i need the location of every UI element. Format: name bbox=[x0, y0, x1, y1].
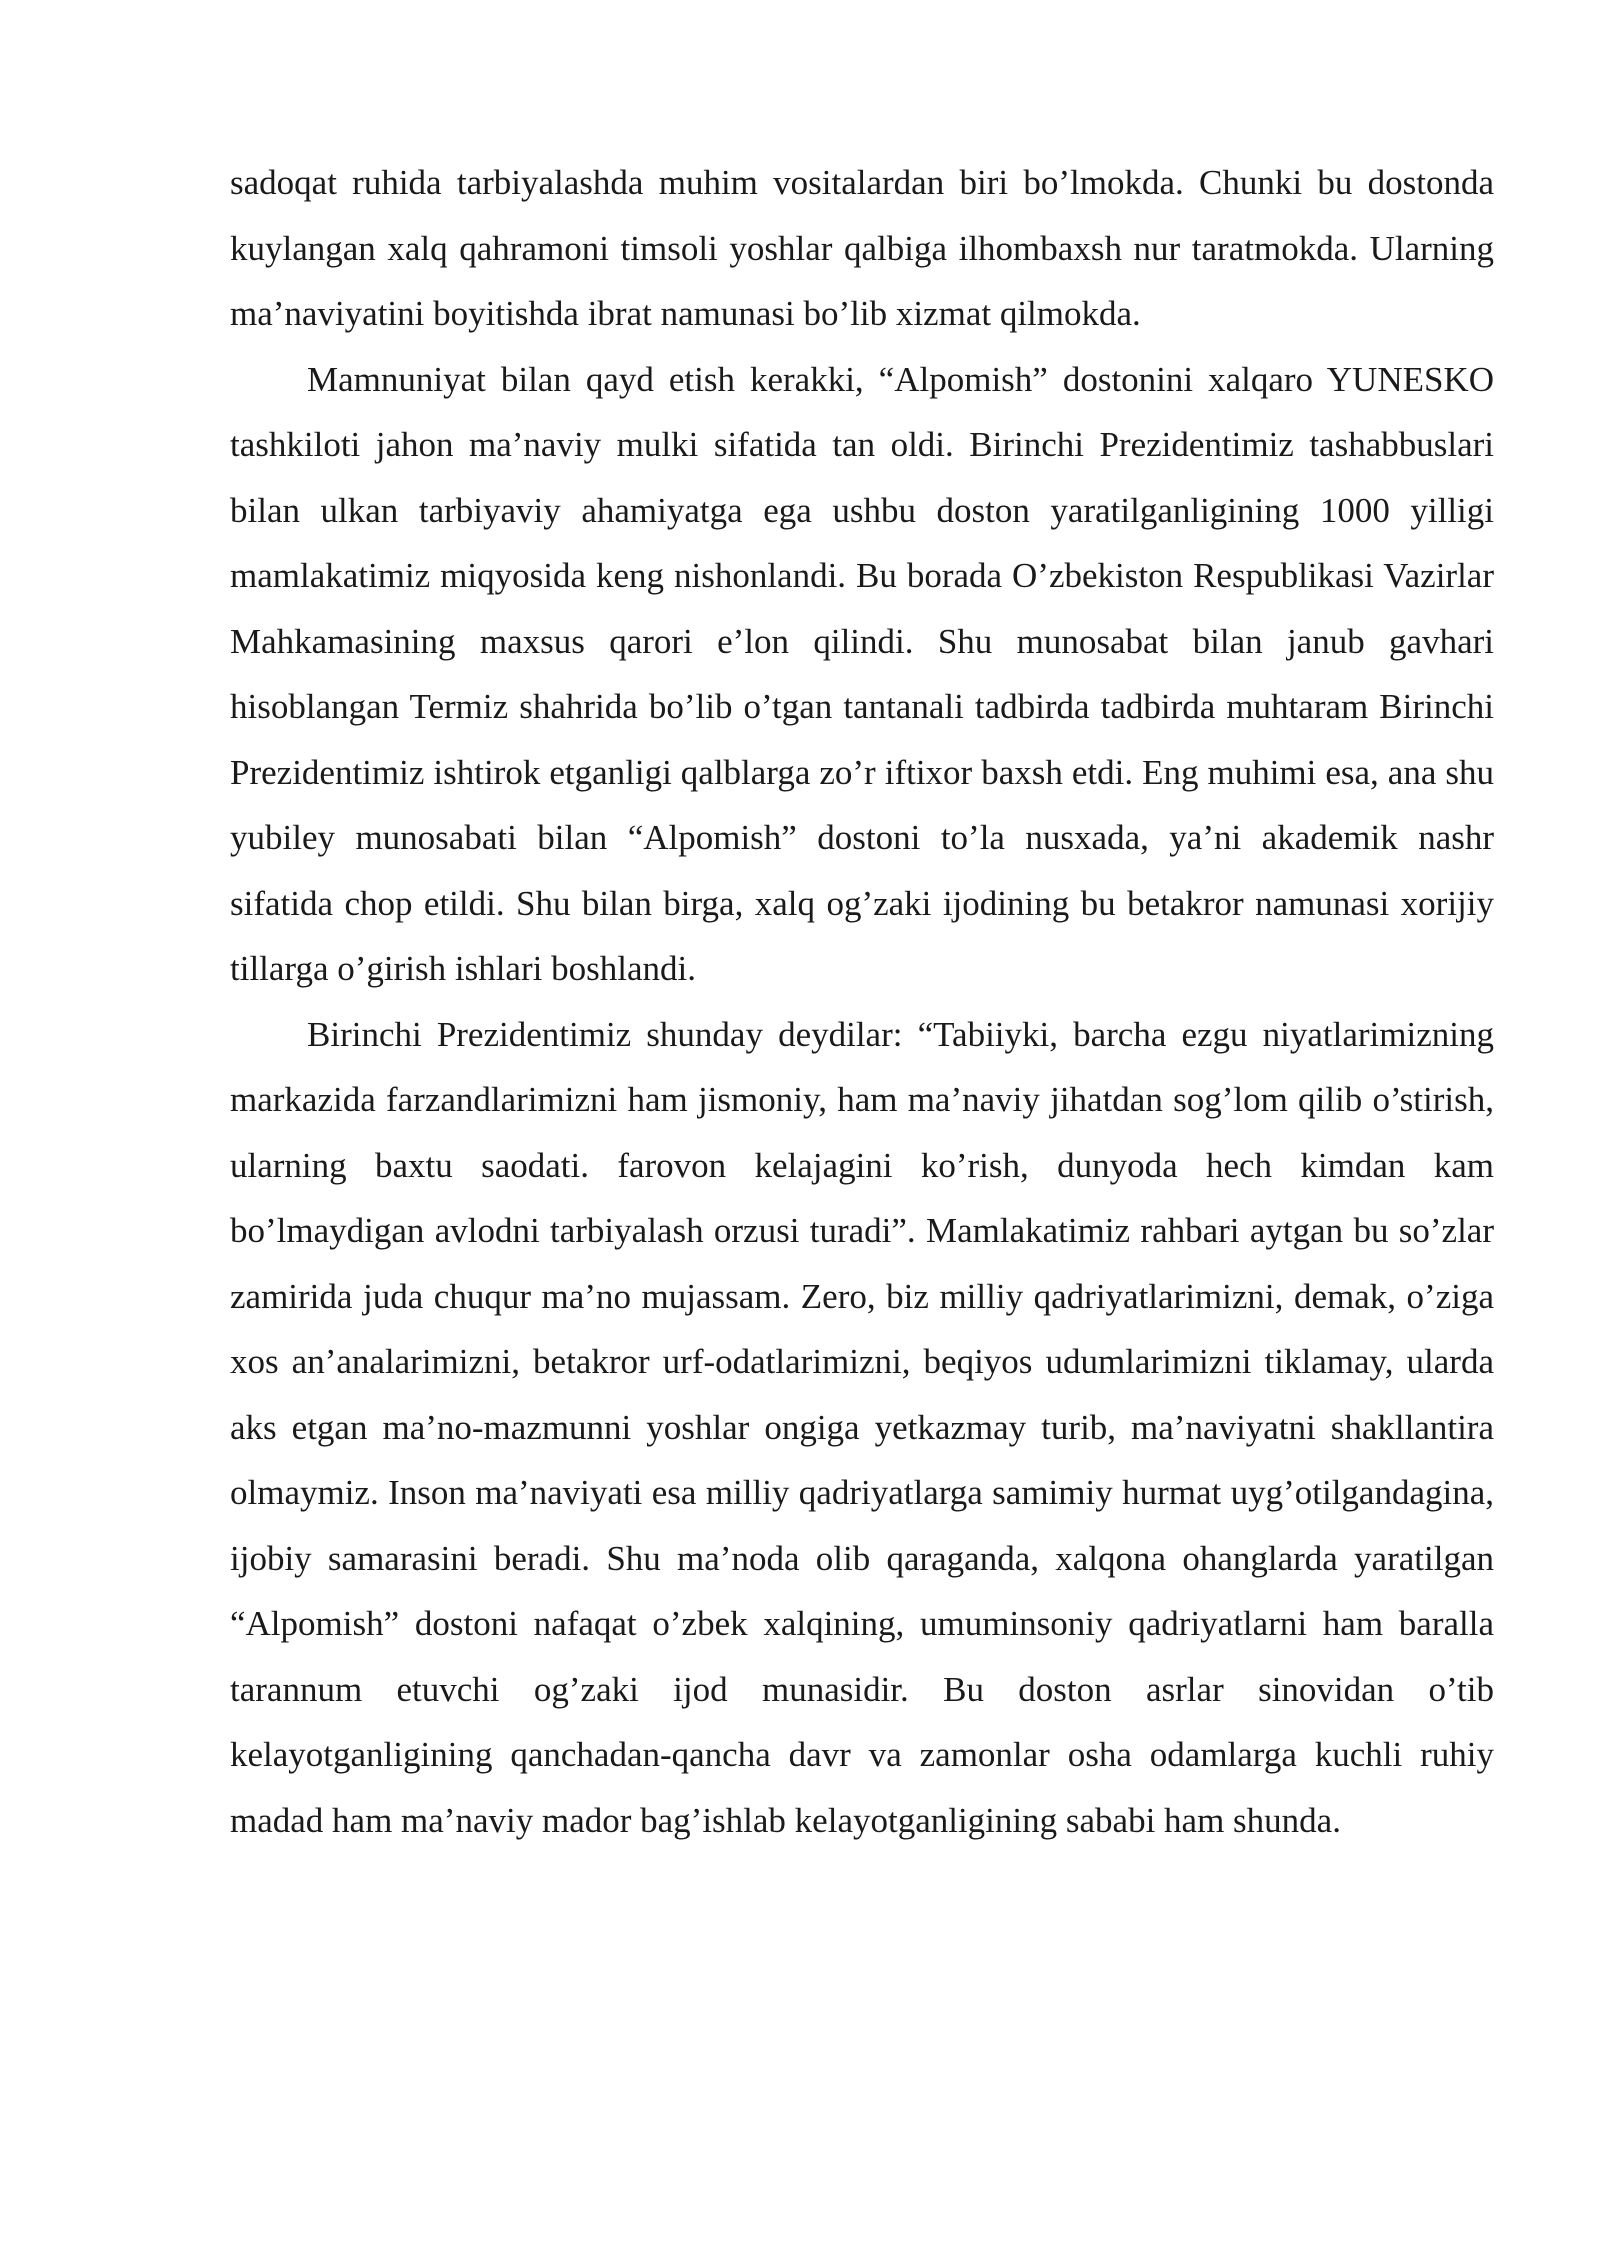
document-page bbox=[230, 150, 1494, 1853]
paragraph-3: Birinchi Prezidentimiz shunday deydilar: “Tabiiyki, barcha ezgu niyatlarimizning markazida farzandlarimizni ham jismoniy, ham ma’naviy jihatdan sog’lom qilib o’stirish, ularning baxtu saodati. farovon kelajagini ko’rish, dunyoda hech kimdan kam bo’lmaydigan avlodni tarbiyalash orzusi turadi”. Mamlakatimiz rahbari aytgan bu so’zlar zamirida juda chuqur ma’no mujassam. Zero, biz milliy qadriyatlarimizni, demak, o’ziga xos an’analarimizni, betakror urf-odatlarimizni, beqiyos udumlarimizni tiklamay, ularda aks etgan ma’no-mazmunni yoshlar ongiga yetkazmay turib, ma’naviyatni shakllantira olmaymiz. Inson ma’naviyati esa milliy qadriyatlarga samimiy hurmat uyg’otilgandagina, ijobiy samarasini beradi. Shu ma’noda olib qaraganda, xalqona ohanglarda yaratilgan “Alpomish” dostoni nafaqat o’zbek xalqining, umuminsoniy qadriyatlarni ham baralla tarannum etuvchi og’zaki ijod munasidir. Bu doston asrlar sinovidan o’tib kelayotganligining qanchadan-qancha davr va zamonlar osha odamlarga kuchli ruhiy madad ham ma’naviy mador bag’ishlab kelayotganligining sababi ham shunda. bbox=[230, 1014, 1494, 1840]
paragraph-2: Mamnuniyat bilan qayd etish kerakki, “Alpomish” dostonini xalqaro YUNESKO tashkiloti jahon ma’naviy mulki sifatida tan oldi. Birinchi Prezidentimiz tashabbuslari bilan ulkan tarbiyaviy ahamiyatga ega ushbu doston yaratilganligining 1000 yilligi mamlakatimiz miqyosida keng nishonlandi. Bu borada O’zbekiston Respublikasi Vazirlar Mahkamasining maxsus qarori e’lon qilindi. Shu munosabat bilan janub gavhari hisoblangan Termiz shahrida bo’lib o’tgan tantanali tadbirda tadbirda muhtaram Birinchi Prezidentimiz ishtirok etganligi qalblarga zo’r iftixor baxsh etdi. Eng muhimi esa, ana shu yubiley munosabati bilan “Alpomish” dostoni to’la nusxada, ya’ni akademik nashr sifatida chop etildi. Shu bilan birga, xalq og’zaki ijodining bu betakror namunasi xorijiy tillarga o’girish ishlari boshlandi. bbox=[230, 359, 1494, 988]
paragraph-1: sadoqat ruhida tarbiyalashda muhim vositalardan biri bo’lmokda. Chunki bu dostonda kuylangan xalq qahramoni timsoli yoshlar qalbiga ilhombaxsh nur taratmokda. Ularning ma’naviyatini boyitishda ibrat namunasi bo’lib xizmat qilmokda. bbox=[230, 163, 1494, 333]
